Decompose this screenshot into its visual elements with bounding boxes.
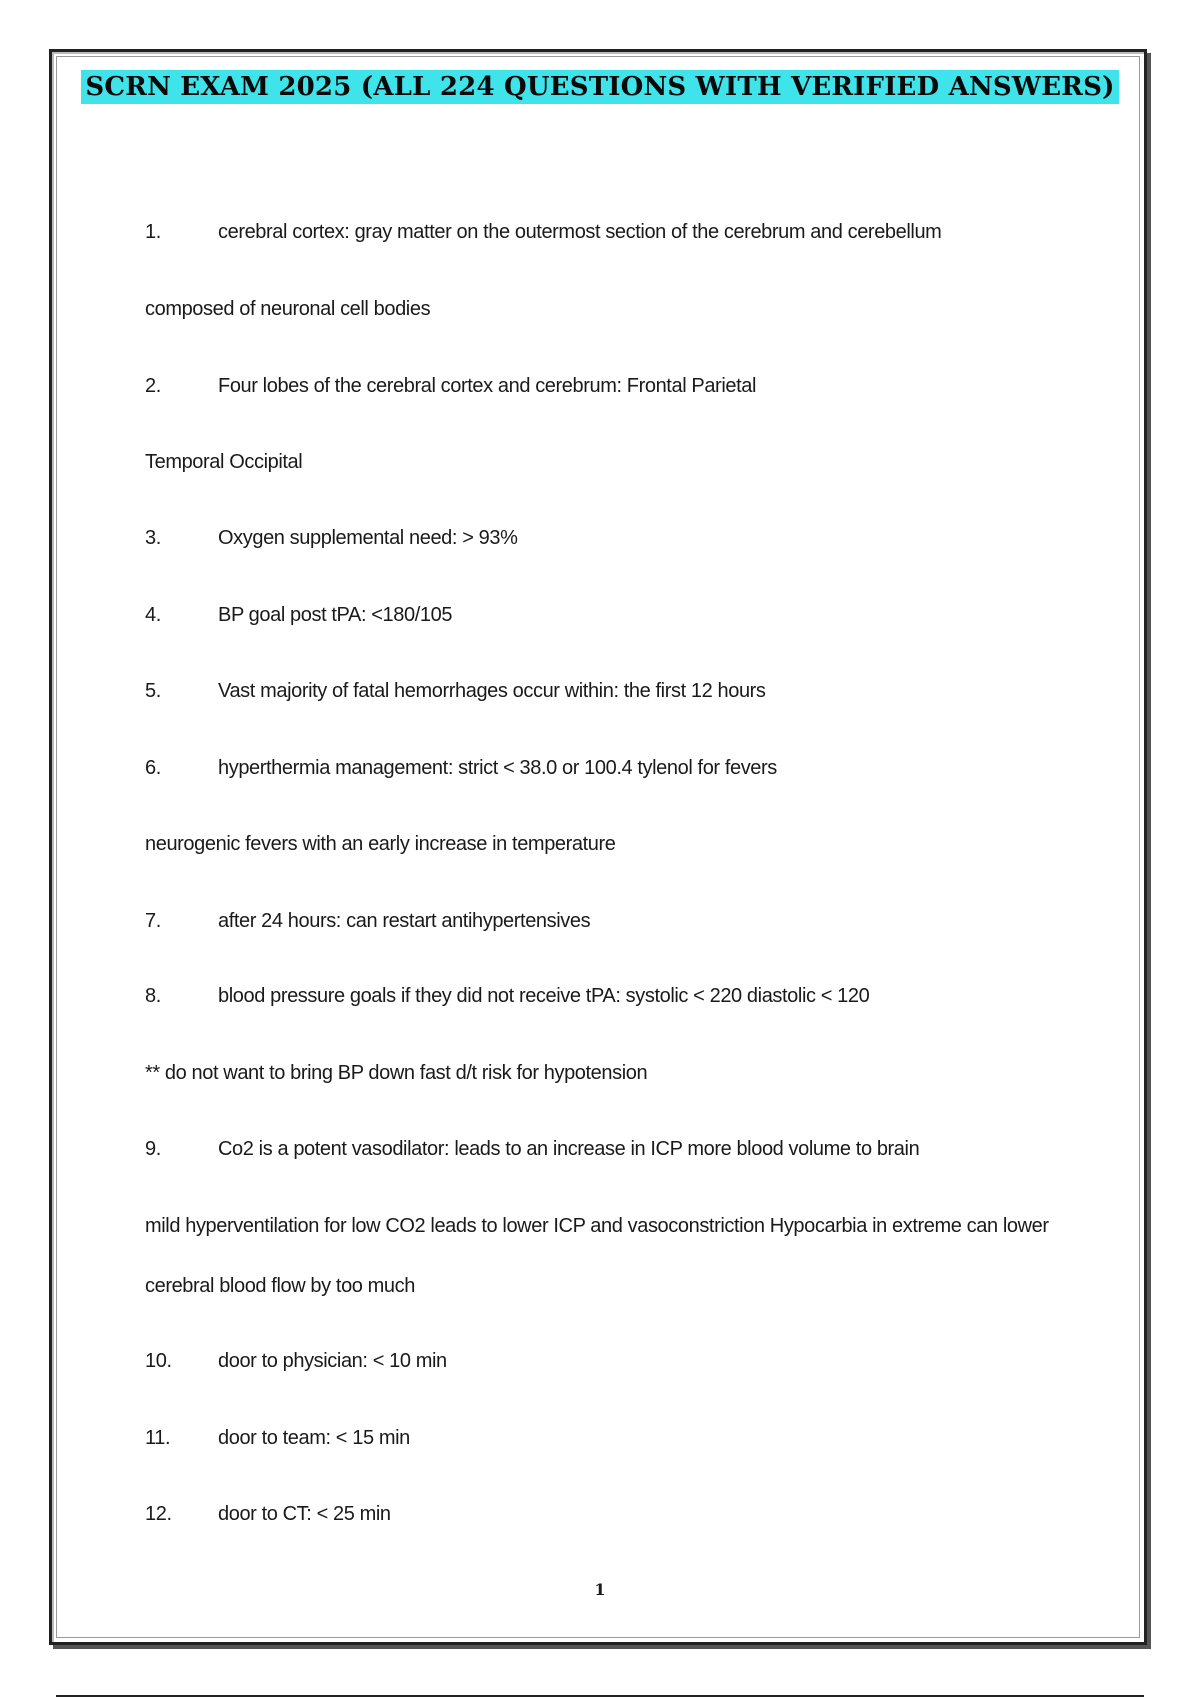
question-text: neurogenic fevers with an early increase in temperature xyxy=(145,833,616,855)
question-7 xyxy=(145,910,590,933)
next-page-border xyxy=(56,1695,1144,1697)
question-text: blood pressure goals if they did not receive tPA: systolic < 220 diastolic < 120 xyxy=(218,985,870,1007)
question-number: 9. xyxy=(145,1138,161,1160)
question-text: door to team: < 15 min xyxy=(218,1427,410,1449)
question-text: Four lobes of the cerebral cortex and cerebrum: Frontal Parietal xyxy=(218,375,757,397)
question-4 xyxy=(145,604,452,627)
question-9-continuation xyxy=(145,1275,415,1298)
question-number: 5. xyxy=(145,680,161,702)
question-text: Temporal Occipital xyxy=(145,451,303,473)
question-number: 4. xyxy=(145,604,161,626)
question-number: 3. xyxy=(145,527,161,549)
question-11 xyxy=(145,1427,410,1450)
question-9 xyxy=(145,1138,919,1161)
question-8 xyxy=(145,985,869,1008)
question-number: 6. xyxy=(145,757,161,779)
question-12 xyxy=(145,1503,391,1526)
document-title: SCRN EXAM 2025 (ALL 224 QUESTIONS WITH VERIFIED ANSWERS) xyxy=(81,70,1118,104)
question-2 xyxy=(145,375,756,398)
question-6-continuation xyxy=(145,833,615,856)
question-6 xyxy=(145,757,777,780)
question-1-continuation xyxy=(145,298,430,321)
question-text: mild hyperventilation for low CO2 leads to lower ICP and vasoconstriction Hypocarbia in extreme can lower xyxy=(145,1215,1049,1237)
question-8-continuation xyxy=(145,1062,647,1085)
question-10 xyxy=(145,1350,447,1373)
question-text: ** do not want to bring BP down fast d/t risk for hypotension xyxy=(145,1062,648,1084)
page-number: 1 xyxy=(594,1580,606,1599)
question-text: door to physician: < 10 min xyxy=(218,1350,447,1372)
question-text: door to CT: < 25 min xyxy=(218,1503,391,1525)
question-number: 11. xyxy=(145,1427,171,1449)
question-text: cerebral blood flow by too much xyxy=(145,1275,415,1297)
question-text: BP goal post tPA: <180/105 xyxy=(218,604,453,626)
question-text: composed of neuronal cell bodies xyxy=(145,298,431,320)
question-2-continuation xyxy=(145,451,302,474)
question-text: Co2 is a potent vasodilator: leads to an increase in ICP more blood volume to brain xyxy=(218,1138,920,1160)
question-text: cerebral cortex: gray matter on the outermost section of the cerebrum and cerebellum xyxy=(218,221,942,243)
question-number: 1. xyxy=(145,221,161,243)
question-3 xyxy=(145,527,517,550)
question-1 xyxy=(145,221,941,244)
question-text: after 24 hours: can restart antihypertensives xyxy=(218,910,591,932)
question-9-continuation xyxy=(145,1215,1049,1238)
question-number: 7. xyxy=(145,910,161,932)
question-number: 8. xyxy=(145,985,161,1007)
question-number: 10. xyxy=(145,1350,172,1372)
question-text: hyperthermia management: strict < 38.0 or 100.4 tylenol for fevers xyxy=(218,757,777,779)
question-5 xyxy=(145,680,766,703)
question-text: Vast majority of fatal hemorrhages occur within: the first 12 hours xyxy=(218,680,766,702)
question-number: 12. xyxy=(145,1503,172,1525)
question-text: Oxygen supplemental need: > 93% xyxy=(218,527,518,549)
document-title-wrapper xyxy=(0,72,1200,102)
question-number: 2. xyxy=(145,375,161,397)
